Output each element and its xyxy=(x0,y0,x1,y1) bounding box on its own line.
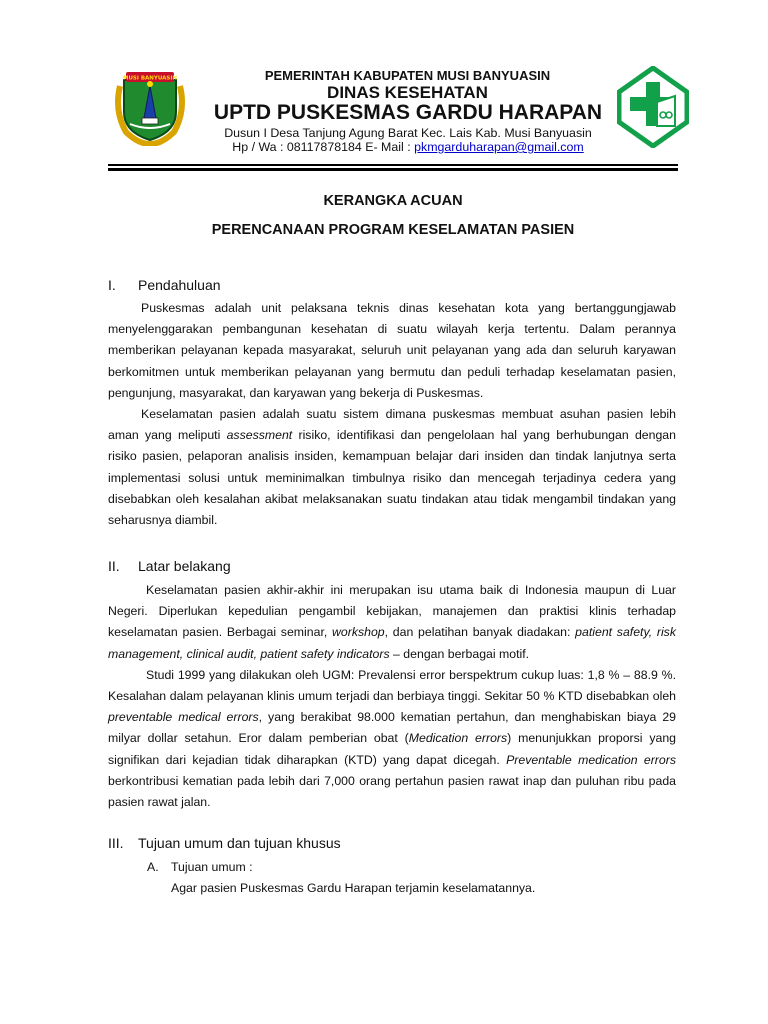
district-emblem-logo xyxy=(112,66,188,146)
subsection-heading xyxy=(147,857,253,878)
email-link[interactable]: pkmgarduharapan@gmail.com xyxy=(414,140,584,154)
section-title: Tujuan umum dan tujuan khusus xyxy=(138,835,341,851)
paragraph: Keselamatan pasien adalah suatu sistem dimana puskesmas membuat asuhan pasien lebih aman yang meliputi assessment risiko, identifikasi dan pengelolaan hal yang berhubungan dengan risiko pasien, pelaporan analisis insiden, kemampuan belajar dari insiden dan tindak lanjutnya serta implementasi solusi untuk meminimalkan timbulnya risiko dan mencegah terjadinya cedera yang disebabkan oleh kesalahan akibat melaksanakan suatu tindakan atau tidak mengambil tindakan yang seharusnya diambil. xyxy=(108,407,676,528)
section-number: II. xyxy=(108,558,120,574)
paragraph: Keselamatan pasien akhir-akhir ini merupakan isu utama baik di Indonesia maupun di Luar Negeri. Diperlukan kepedulian pengambil kebijakan, manajemen dan praktisi klinis terhadap keselamatan pasien. Berbagai seminar, workshop, dan pelatihan banyak diadakan: patient safety, risk management, clinical audit, patient safety indicators – dengan berbagai motif. xyxy=(108,583,676,661)
section-body xyxy=(108,298,676,531)
puskesmas-logo xyxy=(617,66,689,148)
section-title: Pendahuluan xyxy=(138,277,221,293)
paragraph: Studi 1999 yang dilakukan oleh UGM: Prevalensi error berspektrum cukup luas: 1,8 % – 88.9 %. Kesalahan dalam pelayanan klinis umum terjadi dan berbiaya tinggi. Sekitar 50 % KTD disebabkan oleh preventable medical errors, yang berakibat 98.000 kematian pertahun, dan menghabiskan biaya 29 milyar dollar setahun. Eror dalam pemberian obat (Medication errors) menunjukkan proporsi yang signifikan dari kejadian tidak diharapkan (KTD) yang dapat dicegah. Preventable medication errors berkontribusi kematian pada lebih dari 7,000 orang pertahun pasien rawat inap dan puluhan ribu pada pasien rawat jalan. xyxy=(108,667,677,810)
header-rule-thick xyxy=(108,168,678,171)
dept-line: DINAS KESEHATAN xyxy=(327,83,488,102)
section-heading xyxy=(108,277,221,293)
subsection-label: Tujuan umum : xyxy=(171,860,253,874)
doc-title: KERANGKA ACUAN xyxy=(323,193,463,209)
unit-line: UPTD PUSKESMAS GARDU HARAPAN xyxy=(213,101,603,124)
section-body xyxy=(108,580,676,813)
section-heading xyxy=(108,558,231,574)
phone-text: Hp / Wa : 08117878184 E- Mail : xyxy=(232,140,415,154)
subsection-text: Agar pasien Puskesmas Gardu Harapan terjamin keselamatannya. xyxy=(171,881,536,895)
doc-subtitle: PERENCANAAN PROGRAM KESELAMATAN PASIEN xyxy=(211,222,575,238)
paragraph: Puskesmas adalah unit pelaksana teknis dinas kesehatan kota yang bertanggungjawab menyelenggarakan pembangunan kesehatan di suatu wilayah kerja tertentu. Dalam perannya memberikan pelayanan kepada masyarakat, seluruh unit pelayanan yang ada dan seluruh karyawan berkomitmen untuk memberikan pelayanan yang bermutu dan peduli terhadap keselamatan pasien, pengunjung, masyarakat, dan karyawan yang bekerja di Puskesmas. xyxy=(108,301,676,400)
header-rule-thin xyxy=(108,164,678,166)
section-number: III. xyxy=(108,835,124,851)
section-number: I. xyxy=(108,277,116,293)
contact-line xyxy=(203,140,613,154)
subsection-letter: A. xyxy=(147,860,159,874)
gov-line: PEMERINTAH KABUPATEN MUSI BANYUASIN xyxy=(264,68,551,83)
section-heading xyxy=(108,835,341,851)
section-title: Latar belakang xyxy=(138,558,231,574)
address-line: Dusun I Desa Tanjung Agung Barat Kec. Lais Kab. Musi Banyuasin xyxy=(224,126,592,140)
emblem-banner-text: MUSI BANYUASIN xyxy=(122,75,178,82)
